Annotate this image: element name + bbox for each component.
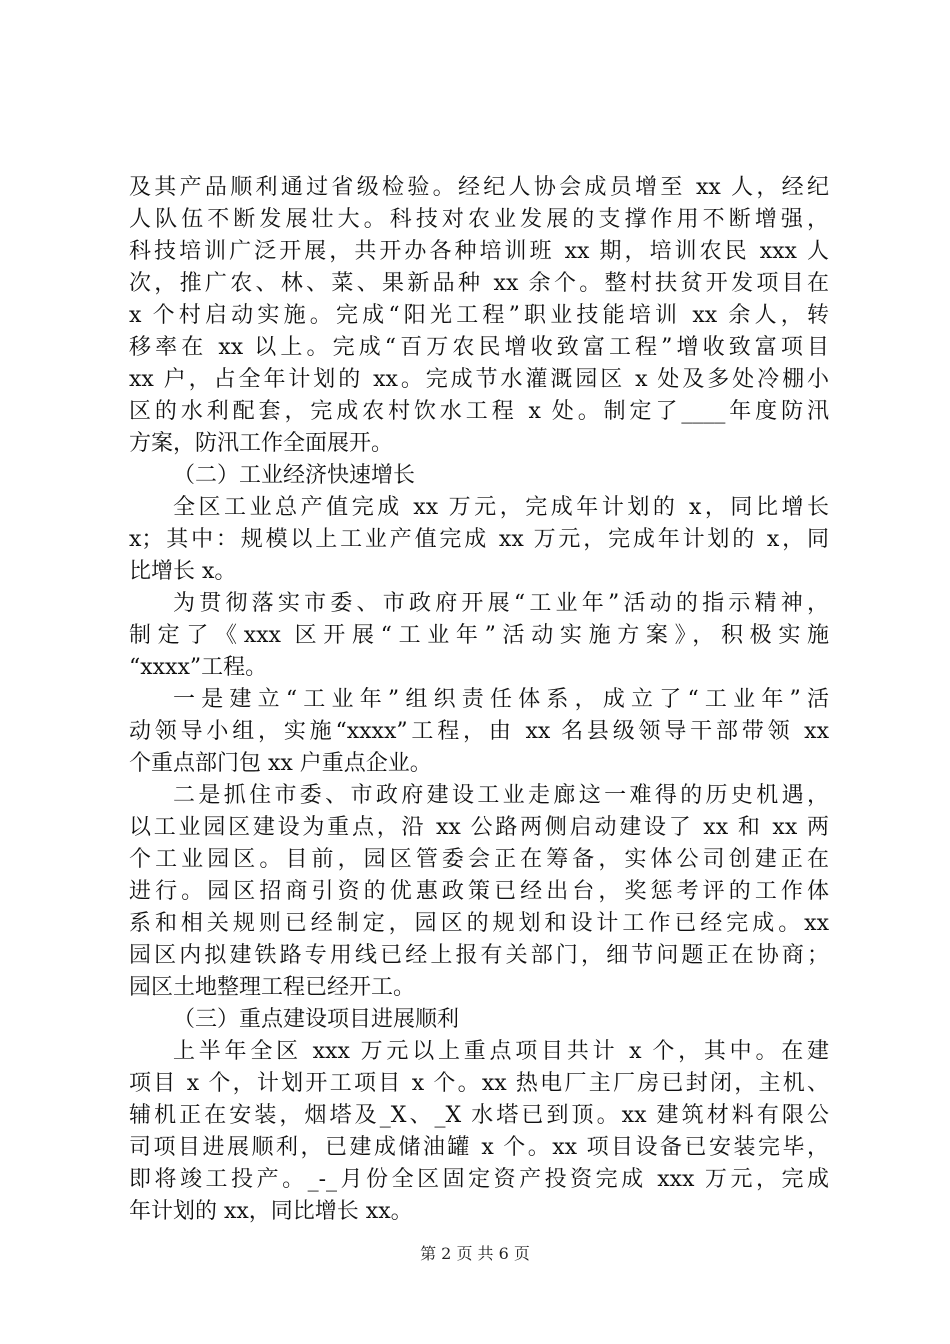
- page-footer: 第 2 页 共 6 页: [420, 1244, 530, 1263]
- text-line: 移率在 xx 以上。完成“百万农民增收致富工程”增收致富项目: [129, 335, 829, 360]
- text-line: 项目 x 个，计划开工项目 x 个。xx 热电厂主厂房已封闭，主机、: [129, 1071, 829, 1096]
- text-line: 即将竣工投产。_-_月份全区固定资产投资完成 xxx 万元，完成: [129, 1167, 829, 1192]
- text-line: 方案，防汛工作全面展开。: [129, 431, 394, 456]
- text-line: 年计划的 xx，同比增长 xx。: [129, 1199, 413, 1224]
- text-line: 动领导小组，实施“xxxx”工程，由 xx 名县级领导干部带领 xx: [129, 719, 829, 744]
- text-line: 及其产品顺利通过省级检验。经纪人协会成员增至 xx 人，经纪: [129, 175, 829, 200]
- text-line: 辅机正在安装，烟塔及_X、_X 水塔已到顶。xx 建筑材料有限公: [129, 1103, 829, 1128]
- text-line: 一是建立“工业年”组织责任体系，成立了“工业年”活: [173, 687, 829, 712]
- text-line: 园区土地整理工程已经开工。: [129, 975, 416, 1000]
- text-line: 人队伍不断发展壮大。科技对农业发展的支撑作用不断增强，: [129, 207, 829, 232]
- text-line: 司项目进展顺利，已建成储油罐 x 个。xx 项目设备已安装完毕，: [129, 1135, 829, 1160]
- document-body: [129, 172, 829, 1228]
- text-line: 制定了《xxx 区开展“工业年”活动实施方案》，积极实施: [129, 623, 829, 648]
- text-line: 个重点部门包 xx 户重点企业。: [129, 751, 432, 776]
- section-heading: （二）工业经济快速增长: [173, 463, 416, 488]
- text-line: 系和相关规则已经制定，园区的规划和设计工作已经完成。xx: [129, 911, 829, 936]
- text-line: 上半年全区 xxx 万元以上重点项目共计 x 个，其中。在建: [173, 1039, 829, 1064]
- text-line: 为贯彻落实市委、市政府开展“工业年”活动的指示精神，: [173, 591, 829, 616]
- text-line: 区的水利配套，完成农村饮水工程 x 处。制定了____年度防汛: [129, 399, 829, 424]
- text-line: 科技培训广泛开展，共开办各种培训班 xx 期，培训农民 xxx 人: [129, 239, 829, 264]
- text-line: xx 户，占全年计划的 xx。完成节水灌溉园区 x 处及多处冷棚小: [129, 367, 829, 392]
- text-line: 全区工业总产值完成 xx 万元，完成年计划的 x，同比增长: [173, 495, 829, 520]
- section-heading: （三）重点建设项目进展顺利: [173, 1007, 460, 1032]
- text-line: 进行。园区招商引资的优惠政策已经出台，奖惩考评的工作体: [129, 879, 829, 904]
- text-line: x；其中：规模以上工业产值完成 xx 万元，完成年计划的 x，同: [129, 527, 829, 552]
- text-line: 以工业园区建设为重点，沿 xx 公路两侧启动建设了 xx 和 xx 两: [129, 815, 829, 840]
- text-line: 次，推广农、林、菜、果新品种 xx 余个。整村扶贫开发项目在: [129, 271, 829, 296]
- text-line: “xxxx”工程。: [129, 655, 268, 680]
- text-line: 个工业园区。目前，园区管委会正在筹备，实体公司创建正在: [129, 847, 829, 872]
- text-line: 二是抓住市委、市政府建设工业走廊这一难得的历史机遇，: [173, 783, 829, 808]
- text-line: x 个村启动实施。完成“阳光工程”职业技能培训 xx 余人，转: [129, 303, 829, 328]
- text-line: 园区内拟建铁路专用线已经上报有关部门，细节问题正在协商；: [129, 943, 829, 968]
- text-line: 比增长 x。: [129, 559, 237, 584]
